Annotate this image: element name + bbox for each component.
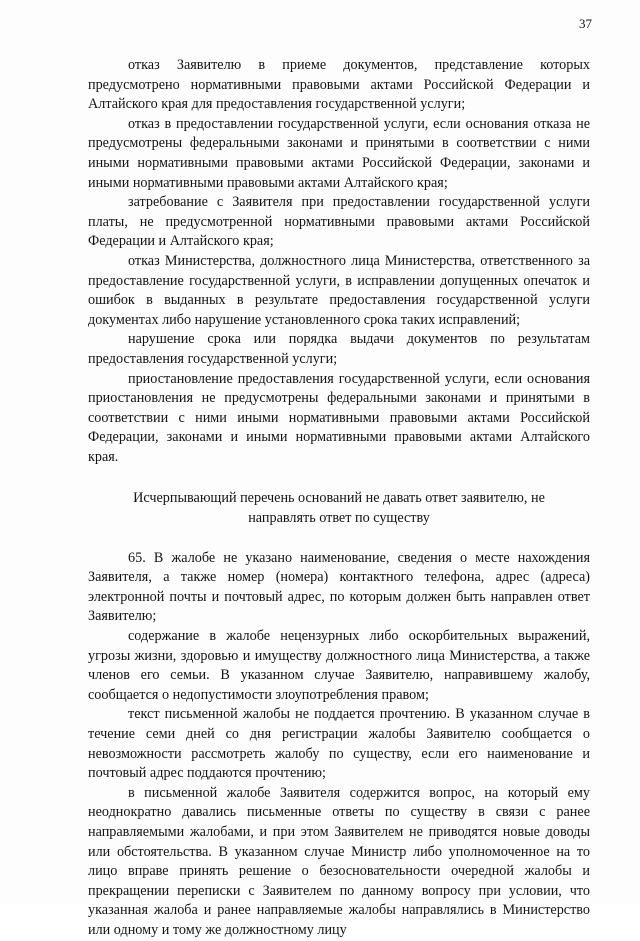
paragraph-suspension: приостановление предоставления государственной услуги, если основания приостановления не предусмотрены федеральными законами и принятыми в соответствии с ними иными нормативными правовыми актами Российской Федерации, законами и иными нормативными правовыми актами Алтайского края. <box>88 370 590 465</box>
paragraph-repeated-question: в письменной жалобе Заявителя содержится вопрос, на который ему неоднократно давались письменные ответы по существу в связи с ранее направляемыми жалобами, и при этом Заявителем не приводятся новые доводы или обстоятельства. В указанном случае Министр либо уполномоченное на то лицо вправе принять решение о безосновательности очередной жалобы и прекращении переписки с Заявителем по данному вопросу при условии, что указанная жалоба и ранее направляемые жалобы направлялись в Министерство или одному и тому же должностному лицу <box>88 784 590 938</box>
section-heading: Исчерпывающий перечень оснований не давать ответ заявителю, не направлять ответ по существу <box>133 490 545 527</box>
paragraph-delivery-violation: нарушение срока или порядка выдачи документов по результатам предоставления государственной услуги; <box>88 331 590 367</box>
paragraph-refusal-service: отказ в предоставлении государственной услуги, если основания отказа не предусмотрены федеральными законами и принятыми в соответствии с ними иными нормативными правовыми актами Российской Федерации, законами и иными нормативными правовыми актами Алтайского края; <box>88 115 590 191</box>
paragraph-65: 65. В жалобе не указано наименование, сведения о месте нахождения Заявителя, а также номер (номера) контактного телефона, адрес (адреса) электронной почты и почтовый адрес, по которым должен быть направлен ответ Заявителю; <box>88 549 590 625</box>
page-number: 37 <box>579 16 592 31</box>
paragraph-fee-demand: затребование с Заявителя при предоставлении государственной услуги платы, не предусмотренной нормативными правовыми актами Российской Федерации и Алтайского края; <box>88 194 590 250</box>
paragraph-correction-refusal: отказ Министерства, должностного лица Министерства, ответственного за предоставление государственной услуги, в исправлении допущенных опечаток и ошибок в выданных в результате предоставления государственной услуги документах либо нарушение установленного срока таких исправлений; <box>88 252 590 328</box>
paragraph-offensive-content: содержание в жалобе нецензурных либо оскорбительных выражений, угрозы жизни, здоровью и имуществу должностного лица Министерства, а также членов его семьи. В указанном случае Заявителю, направившему жалобу, сообщается о недопустимости злоупотребления правом; <box>88 628 590 703</box>
paragraph-unreadable-text: текст письменной жалобы не поддается прочтению. В указанном случае в течение семи дней со дня регистрации жалобы Заявителю сообщается о невозможности рассмотреть жалобу по существу, если его наименование и почтовый адрес поддаются прочтению; <box>88 706 590 782</box>
paragraph-refusal-documents: отказ Заявителю в приеме документов, представление которых предусмотрено нормативными правовыми актами Российской Федерации и Алтайского края для предоставления государственной услуги; <box>88 57 590 113</box>
document-body <box>88 56 590 941</box>
